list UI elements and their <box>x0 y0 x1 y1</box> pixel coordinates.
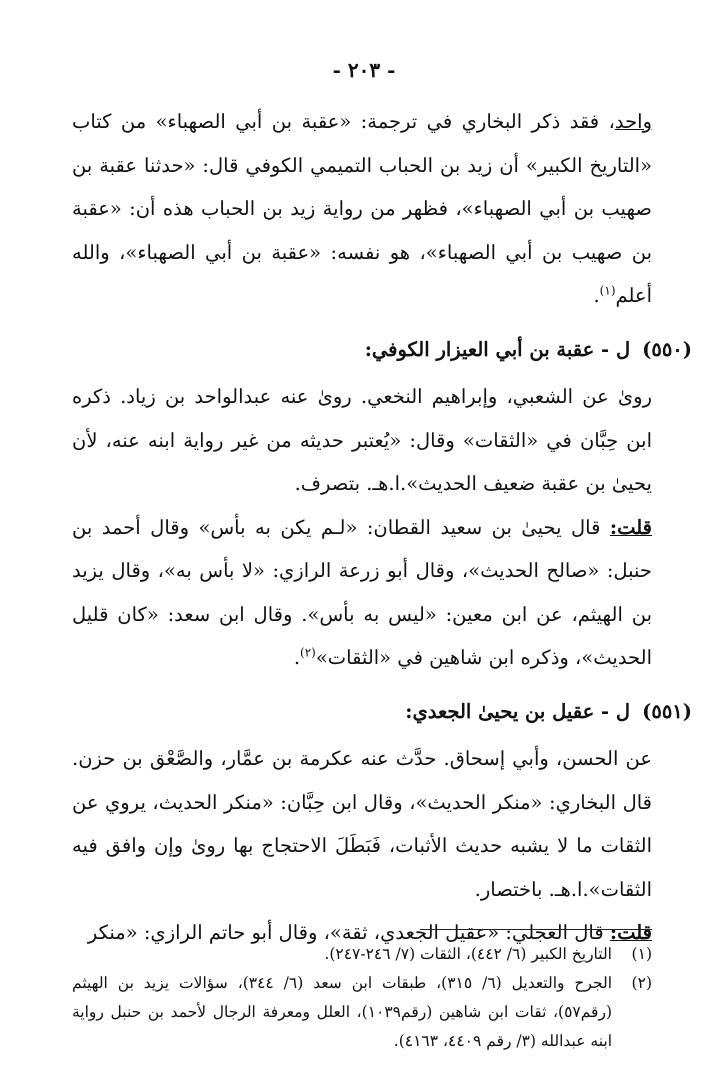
footnote-number: (٢) <box>631 974 652 992</box>
main-text <box>72 100 692 955</box>
sentence-end: . <box>293 646 301 669</box>
entry-title: ل - عقبة بن أبي العيزار الكوفي: <box>364 337 631 361</box>
entry-heading-551 <box>112 690 692 734</box>
continuation-text: ، فقد ذكر البخاري في ترجمة: «عقبة بن أبي الصهباء» من كتاب «التاريخ الكبير» أن زيد بن الحباب التميمي الكوفي قال: «حدثنا عقبة بن صهيب بن أبي الصهباء»، فظهر من رواية زيد بن الحباب هذه أن: «عقبة بن صهيب بن أبي الصهباء»، هو نفسه: «عقبة بن أبي الصهباء»، والله أعلم <box>72 110 652 307</box>
entry-550-comment: قال يحيىٰ بن سعيد القطان: «لـم يكن به بأس» وقال أحمد بن حنبل: «صالح الحديث»، وقال أبو زرعة الرازي: «لا بأس به»، وقال يزيد بن الهيثم، عن ابن معين: «ليس به بأس». وقال ابن سعد: «كان قليل الحديث»، وذكره ابن شاهين في «الثقات» <box>72 515 652 669</box>
footnote-ref-1[interactable]: (١) <box>599 283 616 298</box>
qultu-label: قلت: <box>609 515 652 539</box>
continuation-paragraph <box>72 100 652 318</box>
entry-title: ل - عقيل بن يحيىٰ الجعدي: <box>405 699 631 723</box>
first-word: واحد <box>614 110 652 133</box>
footnote <box>72 969 652 1056</box>
footnote-text: الجرح والتعديل (٦/ ٣١٥)، طبقات ابن سعد (٦/ ٣٤٤)، سؤالات يزيد بن الهيثم (رقم٥٧)، ثقات ابن شاهين (رقم١٠٣٩)، العلل ومعرفة الرجال لأحمد بن حنبل رواية ابنه عبدالله (٣/ رقم ٤٤٠٩، ٤١٦٣). <box>72 974 613 1050</box>
entry-number: (٥٥١) <box>642 699 692 723</box>
sentence-end: . <box>593 284 600 307</box>
footnote-ref-2[interactable]: (٢) <box>300 645 316 660</box>
entry-550-paragraph-1: روىٰ عن الشعبي، وإبراهيم النخعي. روىٰ عنه عبدالواحد بن زياد. ذكره ابن حِبَّان في «الثقات» وقال: «يُعتبر حديثه من غير رواية ابنه عنه، لأن يحيىٰ بن عقبة ضعيف الحديث».ا.هـ. بتصرف. <box>72 385 652 495</box>
footnote-number: (١) <box>631 945 652 963</box>
footnote-divider <box>420 929 652 930</box>
entry-551-paragraph-1: عن الحسن، وأبي إسحاق. حدَّث عنه عكرمة بن عمَّار، والصَّعْق بن حزن. قال البخاري: «منكر الحديث»، وقال ابن حِبَّان: «منكر الحديث، يروي عن الثقات ما لا يشبه حديث الأثبات، فَبَطَلَ الاحتجاج بها روىٰ وإن وافق فيه الثقات».ا.هـ. باختصار. <box>72 747 652 901</box>
entry-number: (٥٥٠) <box>642 337 692 361</box>
entry-heading-550 <box>112 328 692 372</box>
page-number: - ٢٠٣ - <box>332 58 396 82</box>
entry-550-paragraph-2 <box>72 506 652 680</box>
footnote <box>72 940 652 969</box>
entry-551-comment: قال العجلي: «عقيل الجعدي، ثقة»، وقال أبو حاتم الرازي: «منكر <box>87 921 610 944</box>
qultu-label: قلت: <box>609 921 652 944</box>
footnotes <box>72 940 652 1056</box>
footnote-text: التاريخ الكبير (٦/ ٤٤٢)، الثقات (٧/ ٢٤٦-٢٤٧). <box>324 945 612 963</box>
